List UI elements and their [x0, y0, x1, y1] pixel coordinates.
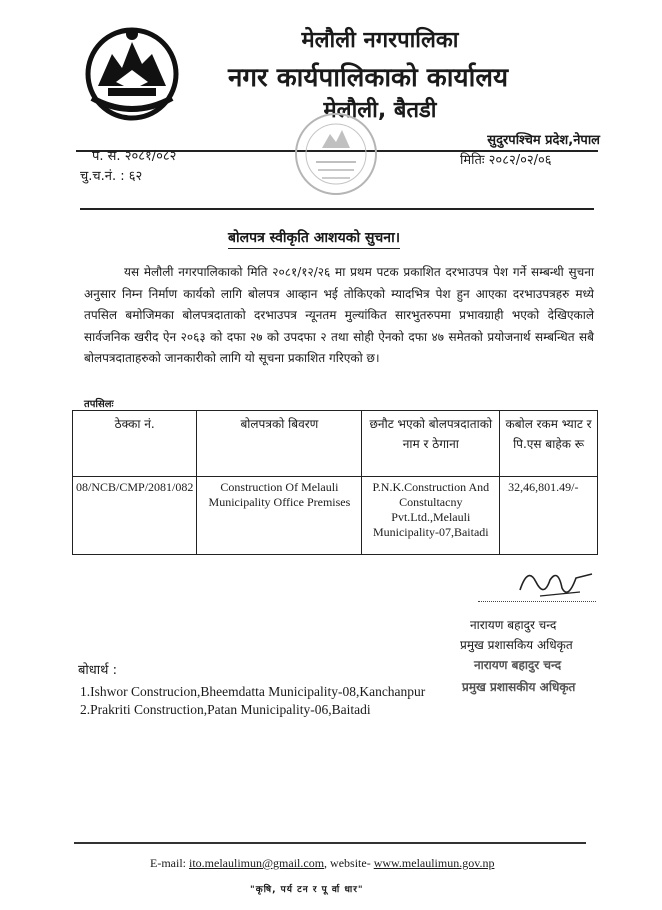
table-header-row [73, 411, 598, 477]
meta-divider [80, 208, 594, 210]
cc-label: बोधार्थ : [78, 663, 117, 678]
schedule-label: तपसिलः [84, 396, 114, 411]
email-label: E-mail: [150, 856, 186, 870]
signatory-position: प्रमुख प्रशासकिय अधिकृत [460, 638, 573, 652]
office-name-line1: मेलौली नगरपालिका [301, 28, 459, 53]
footer-contact [150, 856, 494, 871]
email-link[interactable]: ito.melaulimun@gmail.com [189, 856, 325, 870]
header-bidder: छनौट भएको बोलपत्रदाताको नाम र ठेगाना [362, 411, 500, 477]
notice-title: बोलपत्र स्वीकृति आशयको सुचना। [228, 228, 400, 249]
signature-line [478, 592, 596, 602]
header-contract-no: ठेक्का नं. [73, 411, 197, 477]
dispatch-number: चु.च.नं. : ६२ [80, 169, 143, 184]
issue-date: मितिः २०८२/०२/०६ [460, 153, 552, 168]
footer-divider [74, 842, 586, 844]
office-name-line2: नगर कार्यपालिकाको कार्यालय [227, 63, 509, 93]
cell-bidder: P.N.K.Construction And Constultacny Pvt.Ltd.,Melauli Municipality-07,Baitadi [362, 477, 500, 555]
stamp-signatory-position: प्रमुख प्रशासकीय अधिकृत [462, 680, 576, 694]
website-link[interactable]: www.melaulimun.gov.np [373, 856, 495, 870]
cell-description: Construction Of Melauli Municipality Office Premises [197, 477, 362, 555]
cc-item: 1.Ishwor Construcion,Bheemdatta Municipality-08,Kanchanpur [80, 684, 426, 699]
office-stamp-icon [290, 108, 382, 200]
award-table [72, 410, 598, 555]
cell-contract-no: 08/NCB/CMP/2081/082 [73, 477, 197, 555]
cell-amount: 32,46,801.49/- [500, 477, 598, 555]
table-row [73, 477, 598, 555]
notice-body: यस मेलौली नगरपालिकाको मिति २०८१/१२/२६ मा प्रथम पटक प्रकाशित दरभाउपत्र पेश गर्ने सम्बन्धी सुचना अनुसार निम्न निर्माण कार्यको लागि बोलपत्र आव्हान भई तोकिएको म्यादभित्र पेश हुन आएका दरभाउपत्रहरु मध्ये तपसिल बमोजिमका बोलपत्रदाताको दरभाउपत्र न्यूनतम मुल्यांकित सारभुतरुपमा प्रभावग्राही भएको देखिएकाले सार्वजनिक खरीद ऐन २०६३ को दफा २७ को उपदफा २ तथा सोही ऐनको दफा ४७ समेतको प्रयोजनार्थ सम्बन्धित सबै बोलपत्रदाताहरुको जानकारीको लागि यो सूचना प्रकाशित गरिएको छ। [84, 265, 594, 365]
cc-item: 2.Prakriti Construction,Patan Municipality-06,Baitadi [80, 702, 371, 717]
header-amount: कबोल रकम भ्याट र पि.एस बाहेक रू [500, 411, 598, 477]
stamp-signatory-name: नारायण बहादुर चन्द [474, 658, 562, 672]
office-name-line3: मेलौली, बैतडी [323, 98, 437, 123]
website-label: , website- [324, 856, 371, 870]
signatory-name: नारायण बहादुर चन्द [470, 618, 557, 632]
reference-number: प. स. २०८१/०८२ [92, 149, 177, 164]
header-description: बोलपत्रको बिवरण [197, 411, 362, 477]
province-label: सुदुरपश्चिम प्रदेश,नेपाल [487, 133, 600, 148]
footer-slogan: "कृषि, पर्य टन र पू र्वा धार" [250, 885, 364, 895]
